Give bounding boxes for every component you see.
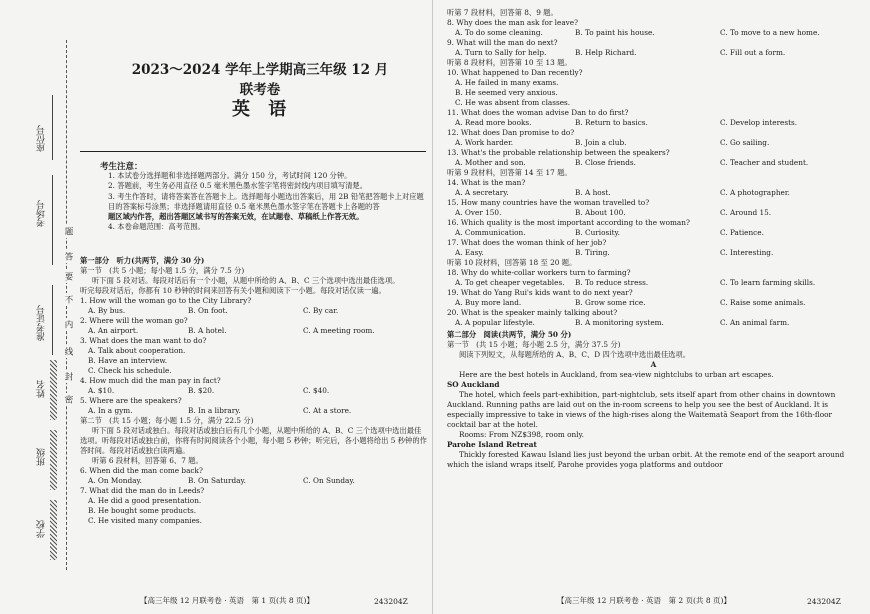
label-class: 班级 bbox=[37, 448, 47, 466]
hotel-name: SO Auckland bbox=[447, 380, 500, 389]
option-b[interactable]: B. He bought some products. bbox=[88, 506, 197, 515]
option-b[interactable]: B. To reduce stress. bbox=[575, 278, 649, 287]
option-b[interactable]: B. He seemed very anxious. bbox=[455, 88, 558, 97]
question-13: 13. What's the probable relationship between the speakers? bbox=[447, 148, 670, 157]
material-note: 听第 7 段材料，回答第 8、9 题。 bbox=[447, 8, 558, 17]
options bbox=[455, 208, 860, 218]
listening-continued bbox=[447, 8, 860, 470]
question-3: 3. What does the man want to do? bbox=[80, 336, 207, 345]
seal-char: 题 bbox=[63, 227, 73, 236]
title-rule bbox=[80, 151, 426, 152]
option-a[interactable]: A. Communication. bbox=[455, 228, 526, 237]
options bbox=[455, 118, 860, 128]
directions: 听完每段对话后，你都有 10 秒钟的时间来回答有关小题和阅读下一小题。每段对话仅读一遍。 bbox=[80, 286, 386, 295]
class-hatch bbox=[50, 430, 57, 490]
option-b[interactable]: B. To paint his house. bbox=[575, 28, 655, 37]
option-c[interactable]: C. Teacher and student. bbox=[720, 158, 809, 167]
option-a[interactable]: A. Over 150. bbox=[455, 208, 502, 217]
option-b[interactable]: B. About 100. bbox=[575, 208, 626, 217]
option-a[interactable]: A. By bus. bbox=[88, 306, 126, 315]
notice-list bbox=[108, 171, 426, 233]
option-c[interactable]: C. A photographer. bbox=[720, 188, 790, 197]
directions: 阅读下列短文，从每题所给的 A、B、C、D 四个选项中选出最佳选项。 bbox=[459, 350, 691, 359]
option-c[interactable]: C. Go sailing. bbox=[720, 138, 770, 147]
option-c[interactable]: C. Patience. bbox=[720, 228, 764, 237]
option-a[interactable]: A. In a gym. bbox=[88, 406, 133, 415]
option-c[interactable]: C. Develop interests. bbox=[720, 118, 798, 127]
exam-id-line bbox=[52, 285, 53, 355]
question-16: 16. Which quality is the most important according to the woman? bbox=[447, 218, 690, 227]
notice-item: 1. 本试卷分选择题和非选择题两部分。满分 150 分，考试时间 120 分钟。 bbox=[108, 171, 352, 180]
subject-title: 英 语 bbox=[232, 99, 293, 120]
option-b[interactable]: B. Return to basics. bbox=[575, 118, 648, 127]
hotel-description: The hotel, which feels part-exhibition, part-nightclub, sets itself apart from other chains in downtown Auckland. Running paths are laid out on the in-room screens to help you see the best of Auckland. It is especially impressive to take in views of the high-rises along the Waitematā Seaport from the 16th-floor cocktail bar at the hotel. bbox=[447, 390, 836, 429]
listening-section bbox=[80, 256, 427, 526]
options bbox=[455, 228, 860, 238]
option-c[interactable]: C. On Sunday. bbox=[303, 476, 355, 485]
question-11: 11. What does the woman advise Dan to do first? bbox=[447, 108, 629, 117]
hotel-description: Thickly forested Kawau Island lies just beyond the urban orbit. At the remote end of the seaport around which the island wraps itself, Parohe provides yoga platforms and outdoor bbox=[447, 450, 845, 469]
options bbox=[88, 326, 427, 336]
option-a[interactable]: A. A secretary. bbox=[455, 188, 509, 197]
option-a[interactable]: A. He failed in many exams. bbox=[455, 78, 559, 87]
option-c[interactable]: C. Check his schedule. bbox=[88, 366, 172, 375]
question-6: 6. When did the man come back? bbox=[80, 466, 203, 475]
paper-code: 243204Z bbox=[807, 597, 841, 606]
option-b[interactable]: B. Curiosity. bbox=[575, 228, 620, 237]
section-heading: 第二节 (共 15 小题；每小题 1.5 分，满分 22.5 分) bbox=[80, 416, 254, 425]
page-footer: 【高三年级 12 月联考卷 · 英语 第 1 页(共 8 页)】 bbox=[140, 596, 314, 605]
options bbox=[455, 138, 860, 148]
seal-char: 内 bbox=[63, 320, 73, 329]
option-b[interactable]: B. Have an interview. bbox=[88, 356, 168, 365]
seal-char: 密 bbox=[63, 395, 73, 404]
option-b[interactable]: B. $20. bbox=[188, 386, 215, 395]
option-a[interactable]: A. Mother and son. bbox=[455, 158, 526, 167]
question-17: 17. What does the woman think of her job? bbox=[447, 238, 607, 247]
option-b[interactable]: B. Tiring. bbox=[575, 248, 610, 257]
option-a[interactable]: A. $10. bbox=[88, 386, 115, 395]
option-b[interactable]: B. In a library. bbox=[188, 406, 241, 415]
option-b[interactable]: B. A monitoring system. bbox=[575, 318, 664, 327]
options bbox=[455, 48, 860, 58]
directions: 听下面 5 段对话或独白。每段对话或独白后有几个小题，从题中所给的 A、B、C 三个选项中选出最佳选项。听每段对话或独白前，你将有时间阅读各个小题，每小题 5 秒钟；听完后，各小题将给出 5 秒钟的作答时间。每段对话或独白读两遍。 bbox=[80, 426, 427, 455]
notice-item: 题区域内作答，超出答题区域书写的答案无效，在试题卷、草稿纸上作答无效。 bbox=[108, 212, 364, 222]
question-15: 15. How many countries have the woman travelled to? bbox=[447, 198, 650, 207]
label-school: 学校 bbox=[37, 520, 47, 538]
options bbox=[88, 406, 427, 416]
option-a[interactable]: A. Read more books. bbox=[455, 118, 532, 127]
option-c[interactable]: C. He was absent from classes. bbox=[455, 98, 571, 107]
option-c[interactable]: C. $40. bbox=[303, 386, 330, 395]
option-a[interactable]: A. He did a good presentation. bbox=[88, 496, 202, 505]
option-b[interactable]: B. Help Richard. bbox=[575, 48, 637, 57]
option-b[interactable]: B. A host. bbox=[575, 188, 611, 197]
seal-char: 要 bbox=[63, 272, 73, 281]
option-a[interactable]: A. Turn to Sally for help. bbox=[455, 48, 547, 57]
seal-char: 线 bbox=[63, 347, 73, 356]
options bbox=[455, 28, 860, 38]
option-a[interactable]: A. Easy. bbox=[455, 248, 484, 257]
passage-intro: Here are the best hotels in Auckland, from sea-view nightclubs to urban art escapes. bbox=[459, 370, 774, 379]
question-2: 2. Where will the woman go? bbox=[80, 316, 188, 325]
option-b[interactable]: B. On Saturday. bbox=[188, 476, 246, 485]
options bbox=[455, 248, 860, 258]
directions: 听下面 5 段对话。每段对话后有一个小题，从题中所给的 A、B、C 三个选项中选出最佳选项。 bbox=[92, 276, 400, 285]
notice-heading: 考生注意： bbox=[100, 162, 143, 172]
section-heading: 第一节 (共 15 小题；每小题 2.5 分，满分 37.5 分) bbox=[447, 340, 621, 349]
seal-char: 封 bbox=[63, 372, 73, 381]
material-note: 听第 8 段材料，回答第 10 至 13 题。 bbox=[447, 58, 572, 67]
options bbox=[455, 188, 860, 198]
passage-letter: A bbox=[650, 360, 657, 369]
question-9: 9. What will the man do next? bbox=[447, 38, 558, 47]
part-heading: 第二部分 阅读(共两节，满分 50 分) bbox=[447, 330, 572, 339]
seal-char: 答 bbox=[63, 252, 73, 261]
hotel-name: Parohe Island Retreat bbox=[447, 440, 537, 449]
option-c[interactable]: C. Around 15. bbox=[720, 208, 772, 217]
name-hatch bbox=[50, 360, 57, 420]
page-2 bbox=[437, 0, 870, 614]
question-12: 12. What does Dan promise to do? bbox=[447, 128, 575, 137]
option-c[interactable]: C. An animal farm. bbox=[720, 318, 790, 327]
part-heading: 第一部分 听力(共两节，满分 30 分) bbox=[80, 256, 205, 265]
question-1: 1. How will the woman go to the City Library? bbox=[80, 296, 252, 305]
option-a[interactable]: A. Talk about cooperation. bbox=[88, 346, 186, 355]
option-a[interactable]: A. To get cheaper vegetables. bbox=[455, 278, 565, 287]
seal-char: 不 bbox=[63, 295, 73, 304]
label-seat: 座位号 bbox=[37, 125, 47, 152]
option-b[interactable]: B. Close friends. bbox=[575, 158, 636, 167]
options bbox=[455, 318, 860, 328]
option-c[interactable]: C. Raise some animals. bbox=[720, 298, 806, 307]
question-8: 8. Why does the man ask for leave? bbox=[447, 18, 579, 27]
room-line bbox=[52, 175, 53, 265]
option-a[interactable]: A. To do some cleaning. bbox=[455, 28, 543, 37]
section-heading: 第一节 (共 5 小题；每小题 1.5 分，满分 7.5 分) bbox=[80, 266, 245, 275]
directions: 听第 6 段材料，回答第 6、7 题。 bbox=[92, 456, 203, 465]
option-a[interactable]: A. On Monday. bbox=[88, 476, 142, 485]
label-room: 考场号 bbox=[37, 200, 47, 227]
question-5: 5. Where are the speakers? bbox=[80, 396, 182, 405]
option-b[interactable]: B. Join a club. bbox=[575, 138, 627, 147]
notice-item: 4. 本卷命题范围：高考范围。 bbox=[108, 222, 205, 232]
option-b[interactable]: B. A hotel. bbox=[188, 326, 227, 335]
options bbox=[455, 278, 860, 288]
option-c[interactable]: C. To learn farming skills. bbox=[720, 278, 816, 287]
option-a[interactable]: A. An airport. bbox=[88, 326, 139, 335]
options bbox=[455, 158, 860, 168]
question-4: 4. How much did the man pay in fact? bbox=[80, 376, 221, 385]
option-c[interactable]: C. Interesting. bbox=[720, 248, 774, 257]
binding-strip bbox=[0, 0, 72, 614]
option-b[interactable]: B. On foot. bbox=[188, 306, 228, 315]
option-c[interactable]: C. Fill out a form. bbox=[720, 48, 786, 57]
notice-item: 3. 考生作答时，请将答案答在答题卡上。选择题每小题选出答案后，用 2B 铅笔把答题卡上对应题目的答案标号涂黑；非选择题请用直径 0.5 毫米黑色墨水签字笔在答题卡上各题的答 bbox=[108, 191, 424, 211]
seat-line bbox=[52, 95, 53, 160]
school-hatch bbox=[50, 500, 57, 560]
option-b[interactable]: B. Grow some rice. bbox=[575, 298, 646, 307]
page-footer: 【高三年级 12 月联考卷 · 英语 第 2 页(共 8 页)】 bbox=[557, 596, 731, 605]
label-name: 姓名 bbox=[37, 380, 47, 398]
hotel-rooms: Rooms: From NZ$398, room only. bbox=[459, 430, 584, 439]
question-14: 14. What is the man? bbox=[447, 178, 526, 187]
option-c[interactable]: C. A meeting room. bbox=[303, 326, 375, 335]
option-c[interactable]: C. He visited many companies. bbox=[88, 516, 202, 525]
option-a[interactable]: A. Buy more land. bbox=[455, 298, 522, 307]
paper-code: 243204Z bbox=[374, 597, 408, 606]
label-exam-id: 准考证号 bbox=[37, 305, 47, 341]
material-note: 听第 10 段材料，回答第 18 至 20 题。 bbox=[447, 258, 577, 267]
question-20: 20. What is the speaker mainly talking about? bbox=[447, 308, 618, 317]
page-1 bbox=[0, 0, 433, 614]
exam-title: 2023～2024 学年上学期高三年级 12 月联考卷 bbox=[131, 62, 389, 98]
option-a[interactable]: A. Work harder. bbox=[455, 138, 514, 147]
question-19: 19. What do Yang Rui's kids want to do next year? bbox=[447, 288, 633, 297]
options bbox=[455, 298, 860, 308]
question-18: 18. Why do white-collar workers turn to farming? bbox=[447, 268, 631, 277]
option-c[interactable]: C. At a store. bbox=[303, 406, 352, 415]
option-c[interactable]: C. To move to a new home. bbox=[720, 28, 820, 37]
option-c[interactable]: C. By car. bbox=[303, 306, 339, 315]
notice-item: 2. 答题前，考生务必用直径 0.5 毫米黑色墨水签字笔将密封线内项目填写清楚。 bbox=[108, 181, 368, 191]
options bbox=[88, 476, 427, 486]
material-note: 听第 9 段材料，回答第 14 至 17 题。 bbox=[447, 168, 572, 177]
question-7: 7. What did the man do in Leeds? bbox=[80, 486, 205, 495]
option-a[interactable]: A. A popular lifestyle. bbox=[455, 318, 535, 327]
options bbox=[88, 306, 427, 316]
options bbox=[88, 386, 427, 396]
question-10: 10. What happened to Dan recently? bbox=[447, 68, 583, 77]
